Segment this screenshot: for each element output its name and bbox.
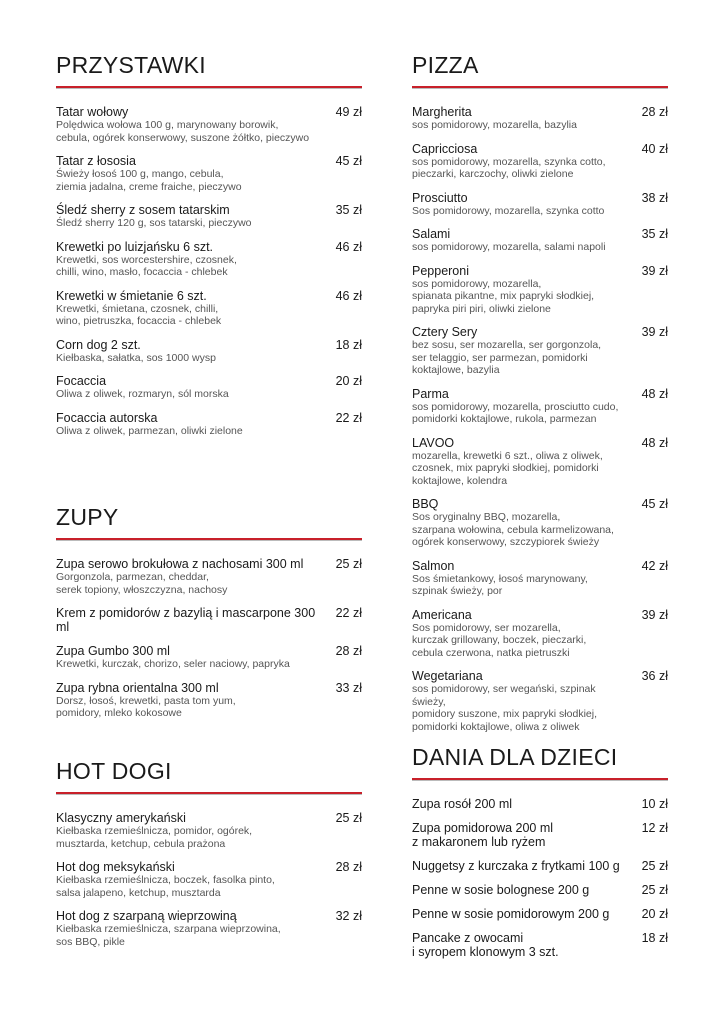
- item-price: 35 zł: [335, 203, 362, 217]
- item-description: Kiełbaska, sałatka, sos 1000 wysp: [56, 351, 216, 364]
- item-description: Sos pomidorowy, ser mozarella, kurczak grillowany, boczek, pieczarki, cebula czerwona, natka pietruszki: [412, 621, 587, 659]
- menu-list: [56, 811, 362, 948]
- item-description: Dorsz, łosoś, krewetki, pasta tom yum, pomidory, mleko kokosowe: [56, 694, 236, 719]
- item-name: Tatar wołowy: [56, 105, 129, 119]
- section-divider: [56, 792, 362, 795]
- item-price: 25 zł: [641, 859, 668, 873]
- item-price: 22 zł: [335, 606, 362, 620]
- item-name: Corn dog 2 szt.: [56, 337, 141, 352]
- item-price: 42 zł: [641, 558, 668, 573]
- menu-item: [412, 227, 668, 254]
- menu-item: [56, 338, 362, 365]
- item-name: Hot dog z szarpaną wieprzowiną: [56, 909, 237, 923]
- item-description: sos pomidorowy, mozarella, salami napoli: [412, 241, 606, 253]
- item-name: Prosciutto: [412, 190, 468, 205]
- item-price: 22 zł: [335, 410, 362, 425]
- item-name: Penne w sosie pomidorowym 200 g: [412, 907, 610, 921]
- item-name: Focaccia: [56, 374, 107, 388]
- item-price: 39 zł: [641, 263, 668, 278]
- menu-item: [56, 681, 362, 720]
- item-name: Klasyczny amerykański: [56, 811, 186, 825]
- section-hotdogi: [56, 758, 362, 958]
- item-name: Focaccia autorska: [56, 410, 158, 425]
- item-description: sos pomidorowy, ser wegański, szpinak świeży, pomidory suszone, mix papryki słodkiej, pomidorki koktajlowe, oliwa z oliwek: [412, 683, 597, 733]
- menu-list: [412, 797, 668, 959]
- item-price: 46 zł: [335, 288, 362, 303]
- section-divider: [56, 86, 362, 89]
- menu-item: [56, 644, 362, 671]
- item-price: 20 zł: [335, 374, 362, 388]
- item-description: Sos oryginalny BBQ, mozarella, szarpana wołowina, cebula karmelizowana, ogórek konserwowy, szczypiorek świeży: [412, 511, 614, 548]
- item-price: 25 zł: [335, 811, 362, 825]
- menu-item: [412, 264, 668, 316]
- section-divider: [412, 778, 668, 781]
- item-price: 49 zł: [335, 105, 362, 119]
- section-divider: [56, 538, 362, 541]
- item-name: Americana: [412, 607, 472, 622]
- item-price: 25 zł: [335, 557, 362, 571]
- item-price: 28 zł: [641, 105, 668, 119]
- item-price: 48 zł: [641, 386, 668, 401]
- item-price: 10 zł: [641, 797, 668, 811]
- menu-item: [412, 559, 668, 598]
- item-description: Kiełbaska rzemieślnicza, pomidor, ogórek, musztarda, ketchup, cebula prażona: [56, 825, 253, 850]
- item-name: Krem z pomidorów z bazylią i mascarpone 300 ml: [56, 606, 316, 634]
- menu-item: [56, 557, 362, 596]
- item-description: Kiełbaska rzemieślnicza, boczek, fasolka pinto, salsa jalapeno, ketchup, musztarda: [56, 874, 275, 899]
- item-name: Pancake z owocami i syropem klonowym 3 szt.: [412, 931, 559, 959]
- section-zupy: [56, 504, 362, 730]
- section-przystawki: [56, 52, 362, 447]
- item-description: Krewetki, kurczak, chorizo, seler naciowy, papryka: [56, 658, 290, 670]
- section-dzieci: [412, 744, 668, 969]
- item-description: Sos pomidorowy, mozarella, szynka cotto: [412, 204, 605, 217]
- menu-list: [56, 557, 362, 720]
- menu-list: [56, 105, 362, 437]
- menu-item: [56, 860, 362, 899]
- section-title: DANIA DLA DZIECI: [412, 744, 618, 770]
- menu-item: [412, 436, 668, 488]
- menu-item: [56, 105, 362, 144]
- section-title: PIZZA: [412, 52, 479, 78]
- item-price: 40 zł: [641, 141, 668, 156]
- item-price: 46 zł: [335, 239, 362, 254]
- item-name: Krewetki w śmietanie 6 szt.: [56, 288, 207, 303]
- menu-item: [56, 203, 362, 230]
- menu-item: [412, 191, 668, 218]
- item-name: Nuggetsy z kurczaka z frytkami 100 g: [412, 859, 620, 873]
- item-description: Sos śmietankowy, łosoś marynowany, szpinak świeży, por: [412, 572, 588, 597]
- item-name: Margherita: [412, 105, 472, 119]
- item-name: LAVOO: [412, 435, 455, 450]
- item-description: sos pomidorowy, mozarella, spianata pikantne, mix papryki słodkiej, papryka piri piri, oliwki zielone: [412, 277, 595, 315]
- item-description: bez sosu, ser mozarella, ser gorgonzola, ser telaggio, ser parmezan, pomidorki koktajlowe, bazylia: [412, 339, 602, 376]
- item-price: 12 zł: [641, 821, 668, 835]
- item-description: Oliwa z oliwek, rozmaryn, sól morska: [56, 388, 229, 400]
- item-name: Wegetariana: [412, 669, 483, 683]
- menu-item: [412, 387, 668, 426]
- item-name: Tatar z łososia: [56, 154, 136, 168]
- item-name: Capricciosa: [412, 141, 478, 156]
- menu-item: [56, 374, 362, 401]
- menu-item: [412, 105, 668, 132]
- item-name: Salmon: [412, 558, 455, 573]
- item-price: 28 zł: [335, 860, 362, 874]
- menu-item: [412, 883, 668, 897]
- menu-item: [412, 497, 668, 549]
- menu-item: [412, 142, 668, 181]
- menu-item: [412, 325, 668, 377]
- item-price: 35 zł: [641, 227, 668, 241]
- item-price: 18 zł: [335, 337, 362, 352]
- menu-item: [56, 154, 362, 193]
- item-name: Cztery Sery: [412, 325, 478, 339]
- section-pizza: [412, 52, 668, 743]
- section-divider: [412, 86, 668, 89]
- item-name: Zupa Gumbo 300 ml: [56, 644, 170, 658]
- item-description: Polędwica wołowa 100 g, marynowany borowik, cebula, ogórek konserwowy, suszone żółtko, pieczywo: [56, 119, 310, 144]
- item-price: 33 zł: [335, 680, 362, 695]
- item-price: 20 zł: [641, 907, 668, 921]
- item-price: 36 zł: [641, 669, 668, 683]
- menu-item: [56, 909, 362, 948]
- item-description: Kiełbaska rzemieślnicza, szarpana wieprzowina, sos BBQ, pikle: [56, 923, 281, 948]
- item-name: Penne w sosie bolognese 200 g: [412, 883, 590, 897]
- item-price: 38 zł: [641, 190, 668, 205]
- item-description: sos pomidorowy, mozarella, bazylia: [412, 119, 577, 131]
- menu-list: [412, 105, 668, 733]
- item-price: 32 zł: [335, 909, 362, 923]
- item-price: 18 zł: [641, 931, 668, 945]
- item-name: Parma: [412, 386, 449, 401]
- menu-item: [412, 797, 668, 811]
- item-name: Zupa serowo brokułowa z nachosami 300 ml: [56, 557, 304, 571]
- menu-item: [412, 859, 668, 873]
- menu-item: [412, 821, 668, 849]
- item-name: Hot dog meksykański: [56, 860, 175, 874]
- item-price: 28 zł: [335, 644, 362, 658]
- item-name: Salami: [412, 227, 451, 241]
- menu-item: [56, 289, 362, 328]
- menu-item: [412, 907, 668, 921]
- item-description: Krewetki, sos worcestershire, czosnek, chilli, wino, masło, focaccia - chlebek: [56, 253, 237, 278]
- item-price: 39 zł: [641, 325, 668, 339]
- menu-item: [56, 240, 362, 279]
- item-price: 45 zł: [335, 154, 362, 168]
- menu-item: [412, 608, 668, 660]
- item-name: BBQ: [412, 497, 439, 511]
- item-description: Świeży łosoś 100 g, mango, cebula, ziemia jadalna, creme fraiche, pieczywo: [56, 168, 242, 193]
- item-name: Zupa pomidorowa 200 ml z makaronem lub ryżem: [412, 821, 554, 849]
- item-price: 39 zł: [641, 607, 668, 622]
- item-name: Zupa rosół 200 ml: [412, 797, 513, 811]
- item-name: Pepperoni: [412, 263, 469, 278]
- menu-item: [412, 669, 668, 733]
- menu-item: [56, 606, 362, 634]
- item-description: Krewetki, śmietana, czosnek, chilli, wino, pietruszka, focaccia - chlebek: [56, 302, 222, 327]
- section-title: HOT DOGI: [56, 758, 172, 784]
- item-price: 25 zł: [641, 883, 668, 897]
- item-description: Gorgonzola, parmezan, cheddar, serek topiony, włoszczyzna, nachosy: [56, 571, 228, 596]
- item-name: Śledź sherry z sosem tatarskim: [56, 203, 230, 217]
- item-name: Zupa rybna orientalna 300 ml: [56, 680, 219, 695]
- item-description: Oliwa z oliwek, parmezan, oliwki zielone: [56, 424, 243, 437]
- item-description: sos pomidorowy, mozarella, szynka cotto, pieczarki, karczochy, oliwki zielone: [412, 155, 606, 180]
- item-description: sos pomidorowy, mozarella, prosciutto cudo, pomidorki koktajlowe, rukola, parmezan: [412, 400, 619, 425]
- menu-item: [56, 811, 362, 850]
- menu-item: [56, 411, 362, 438]
- section-title: ZUPY: [56, 504, 119, 530]
- item-name: Krewetki po luizjańsku 6 szt.: [56, 239, 214, 254]
- item-description: Śledź sherry 120 g, sos tatarski, pieczywo: [56, 217, 252, 229]
- item-price: 48 zł: [641, 435, 668, 450]
- item-description: mozarella, krewetki 6 szt., oliwa z oliwek, czosnek, mix papryki słodkiej, pomidorki koktajlowe, kolendra: [412, 449, 603, 487]
- item-price: 45 zł: [641, 497, 668, 511]
- section-title: PRZYSTAWKI: [56, 52, 206, 78]
- menu-item: [412, 931, 668, 959]
